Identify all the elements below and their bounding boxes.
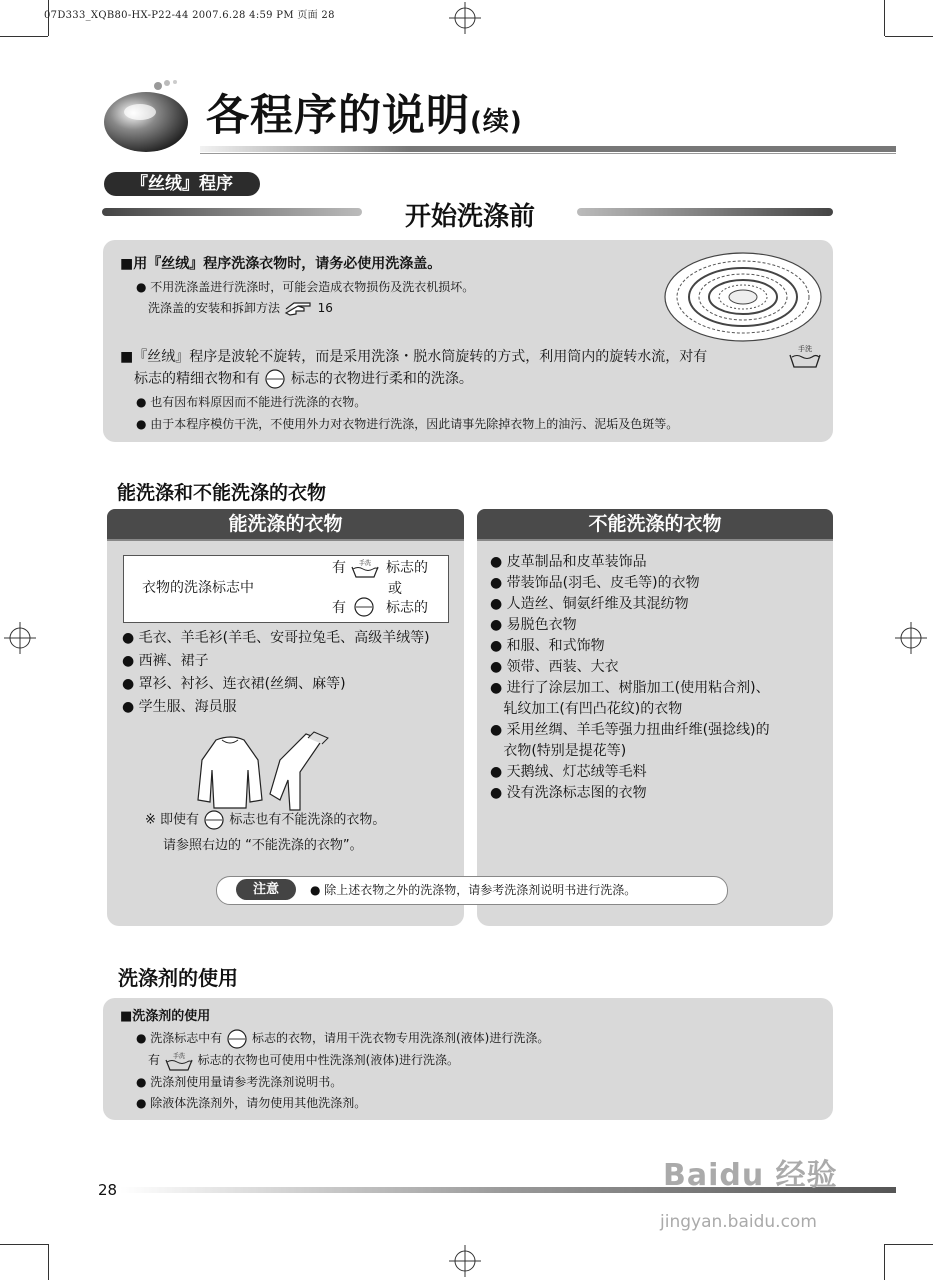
wash-lid-illustration — [663, 250, 823, 346]
non-washable-item: ● 和服、和式饰物 — [490, 638, 605, 654]
watermark-logo: Baidu 经验 — [663, 1158, 838, 1193]
non-washable-item: ● 人造丝、铜氨纤维及其混纺物 — [490, 596, 689, 612]
decorative-bar-right — [577, 208, 833, 216]
crop-mark — [885, 36, 933, 37]
note-text: ● 除上述衣物之外的洗涤物，请参考洗涤剂说明书进行洗涤。 — [310, 883, 637, 897]
footnote-1a: ※ 即使有 — [145, 812, 200, 828]
registration-mark-right — [895, 622, 927, 654]
crop-mark — [884, 1244, 885, 1280]
intro-paragraph-line2 — [134, 369, 473, 389]
washable-item: ● 学生服、海员服 — [122, 699, 237, 715]
intro-heading: ■用『丝绒』程序洗涤衣物时，请务必使用洗涤盖。 — [120, 256, 442, 272]
intro-bullet-2: ● 也有因布料原因而不能进行洗涤的衣物。 — [136, 395, 367, 409]
detergent-line-1b: 标志的衣物，请用干洗衣物专用洗涤剂(液体)进行洗涤。 — [251, 1031, 550, 1045]
detergent-line-2b: 标志的衣物也可使用中性洗涤剂(液体)进行洗涤。 — [197, 1053, 460, 1067]
registration-mark-left — [4, 622, 36, 654]
page-title — [206, 82, 523, 143]
washable-section-heading: 能洗涤和不能洗涤的衣物 — [117, 482, 327, 504]
non-washable-item: ● 易脱色衣物 — [490, 617, 577, 633]
non-washable-item: ● 带装饰品(羽毛、皮毛等)的衣物 — [490, 575, 700, 591]
orb-logo-icon — [100, 78, 200, 158]
intro-bullet-3: ● 由于本程序模仿干洗，不使用外力对衣物进行洗涤，因此请事先除掉衣物上的油污、泥垢及色斑等。 — [136, 417, 679, 431]
care-label-you-2: 有 — [332, 600, 346, 616]
non-washable-header: 不能洗涤的衣物 — [477, 509, 833, 539]
intro-bullet-1: ● 不用洗涤盖进行洗涤时，可能会造成衣物损伤及洗衣机损坏。 — [136, 280, 475, 294]
page-title-cont: (续) — [470, 107, 523, 137]
detergent-heading: 洗涤剂的使用 — [118, 966, 238, 990]
washable-footnote-2: 请参照右边的 “不能洗涤的衣物”。 — [163, 838, 363, 853]
washable-item: ● 毛衣、羊毛衫(羊毛、安哥拉兔毛、高级羊绒等) — [122, 630, 430, 646]
note-badge: 注意 — [236, 879, 296, 900]
print-mark: 07D333_XQB80-HX-P22-44 2007.6.28 4:59 PM 页面 28 — [44, 10, 335, 21]
detergent-subheading: ■洗涤剂的使用 — [120, 1009, 211, 1024]
intro-paragraph-2b: 标志的衣物进行柔和的洗涤。 — [290, 371, 473, 387]
detergent-line-3: ● 洗涤剂使用量请参考洗涤剂说明书。 — [136, 1075, 343, 1089]
title-rule — [200, 146, 896, 152]
handwash-symbol-label: 手洗 — [798, 345, 812, 353]
intro-paragraph-2a: 标志的精细衣物和有 — [134, 371, 260, 387]
detergent-line-1a: ● 洗涤标志中有 — [136, 1031, 223, 1045]
dryclean-symbol-icon — [353, 597, 375, 617]
care-label-mark-2: 标志的 — [386, 600, 428, 616]
before-washing-heading: 开始洗涤前 — [404, 202, 535, 232]
non-washable-item: 衣物(特别是提花等) — [490, 743, 627, 759]
care-label-or: 或 — [388, 581, 402, 597]
crop-mark — [48, 1244, 49, 1280]
page-number: 28 — [98, 1181, 118, 1199]
non-washable-item: 轧纹加工(有凹凸花纹)的衣物 — [490, 701, 683, 717]
care-label-text: 衣物的洗涤标志中 — [142, 580, 254, 596]
page-title-main: 各程序的说明 — [206, 91, 470, 141]
title-rule-thin — [200, 153, 896, 154]
care-label-you-1: 有 — [332, 560, 346, 576]
dryclean-symbol-icon — [264, 369, 286, 389]
crop-mark — [885, 1244, 933, 1245]
non-washable-item: ● 进行了涂层加工、树脂加工(使用粘合剂)、 — [490, 680, 770, 696]
care-label-mark-1: 标志的 — [386, 560, 428, 576]
footnote-1b: 标志也有不能洗涤的衣物。 — [229, 812, 386, 828]
handwash-symbol-icon — [788, 343, 822, 369]
handwash-symbol-icon — [350, 558, 380, 578]
washable-header: 能洗涤的衣物 — [107, 509, 464, 539]
non-washable-item: ● 采用丝绸、羊毛等强力扭曲纤维(强捻线)的 — [490, 722, 770, 738]
washable-item: ● 罩衫、衬衫、连衣裙(丝绸、麻等) — [122, 676, 346, 692]
non-washable-item: ● 皮革制品和皮革装饰品 — [490, 554, 647, 570]
washable-footnote-1 — [145, 810, 385, 831]
install-text: 洗涤盖的安装和拆卸方法 — [148, 301, 281, 315]
non-washable-item: ● 天鹅绒、灯芯绒等毛料 — [490, 764, 647, 780]
washable-item: ● 西裤、裙子 — [122, 653, 209, 669]
intro-paragraph-line1 — [120, 347, 707, 367]
crop-mark — [0, 1244, 48, 1245]
detergent-line-4: ● 除液体洗涤剂外，请勿使用其他洗涤剂。 — [136, 1096, 367, 1110]
care-label-box — [123, 555, 449, 623]
washable-header-rule — [107, 539, 464, 541]
decorative-bar-left — [102, 208, 362, 216]
clothing-illustration — [196, 730, 346, 812]
install-page-ref: 16 — [317, 301, 333, 315]
detergent-line-1 — [136, 1028, 549, 1049]
non-washable-header-rule — [477, 539, 833, 541]
detergent-line-2 — [148, 1050, 459, 1071]
registration-mark-top — [449, 2, 481, 34]
dryclean-symbol-icon — [226, 1029, 248, 1049]
detergent-line-2a: 有 — [148, 1053, 161, 1067]
install-reference — [148, 298, 333, 318]
crop-mark — [884, 0, 885, 36]
crop-mark — [0, 36, 48, 37]
intro-paragraph-text: ■『丝绒』程序是波轮不旋转，而是采用洗涤・脱水筒旋转的方式，利用筒内的旋转水流，对有 — [120, 349, 708, 365]
pointing-hand-icon — [284, 300, 314, 318]
handwash-symbol-label: 手洗 — [358, 560, 372, 567]
handwash-symbol-label: 手洗 — [172, 1052, 185, 1060]
handwash-symbol-icon — [164, 1051, 194, 1071]
dryclean-symbol-icon — [203, 810, 225, 830]
non-washable-item: ● 领带、西装、大衣 — [490, 659, 619, 675]
non-washable-item: ● 没有洗涤标志图的衣物 — [490, 785, 647, 801]
section-pill: 『丝绒』程序 — [104, 172, 260, 196]
watermark-url: jingyan.baidu.com — [660, 1212, 817, 1232]
registration-mark-bottom — [449, 1245, 481, 1277]
